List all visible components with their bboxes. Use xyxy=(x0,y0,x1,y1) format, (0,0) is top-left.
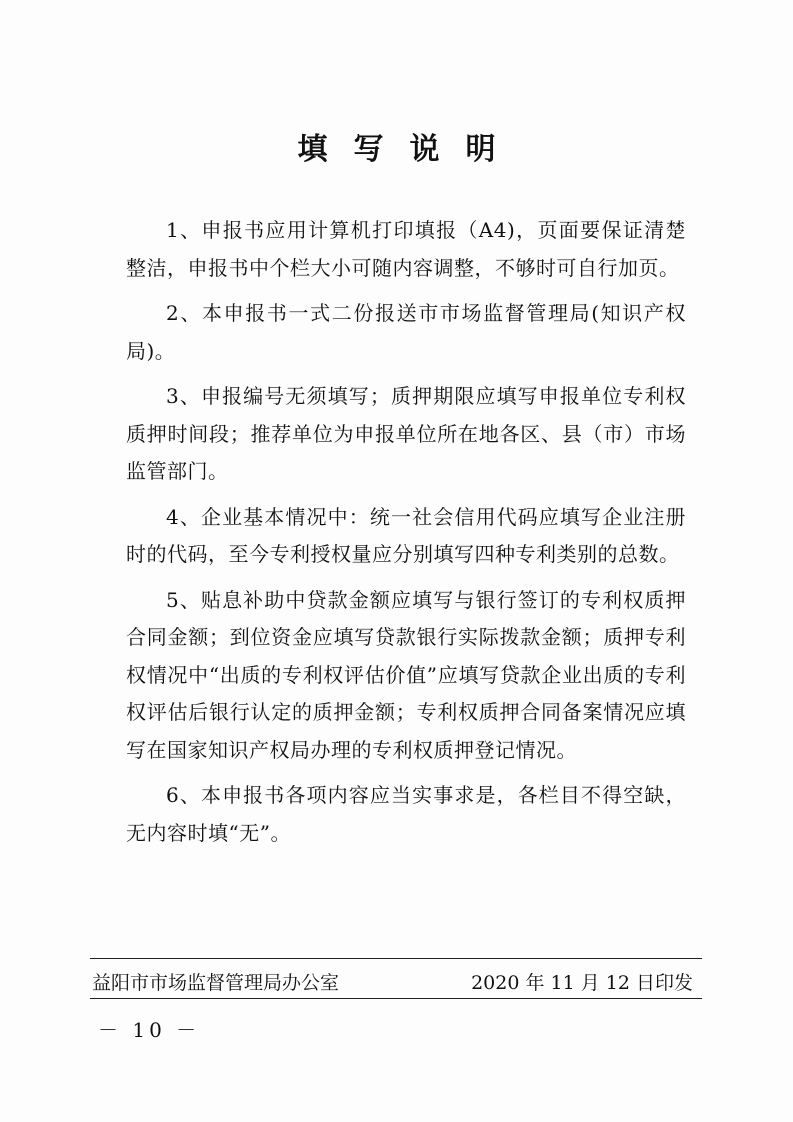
instructions-body xyxy=(126,212,686,860)
instruction-paragraph-4: 4、企业基本情况中：统一社会信用代码应填写企业注册时的代码，至今专利授权量应分别填写四种专利类别的总数。 xyxy=(126,504,686,566)
page-title: 填写说明 xyxy=(297,132,522,167)
instruction-paragraph-6: 6、本申报书各项内容应当实事求是，各栏目不得空缺，无内容时填“无”。 xyxy=(126,783,686,845)
issue-date: 2020 年 11 月 12 日印发 xyxy=(471,972,693,994)
instruction-paragraph-2: 2、本申报书一式二份报送市市场监督管理局(知识产权局)。 xyxy=(126,301,686,363)
footer-divider-bottom xyxy=(90,998,702,999)
issuing-office: 益阳市市场监督管理局办公室 xyxy=(92,972,340,994)
instruction-paragraph-1: 1、申报书应用计算机打印填报（A4)，页面要保证清楚整洁，申报书中个栏大小可随内容调整，不够时可自行加页。 xyxy=(126,218,686,280)
instruction-paragraph-5: 5、贴息补助中贷款金额应填写与银行签订的专利权质押合同金额；到位资金应填写贷款银行实际拨款金额；质押专利权情况中“出质的专利权评估价值”应填写贷款企业出质的专利权评估后银行认定的质押金额；专利权质押合同备案情况应填写在国家知识产权局办理的专利权质押登记情况。 xyxy=(126,587,686,762)
instruction-paragraph-3: 3、申报编号无须填写；质押期限应填写申报单位专利权质押时间段；推荐单位为申报单位所在地各区、县（市）市场监管部门。 xyxy=(126,384,686,483)
page-number: － 10 － xyxy=(98,1018,201,1042)
footer-divider-top xyxy=(90,958,702,959)
